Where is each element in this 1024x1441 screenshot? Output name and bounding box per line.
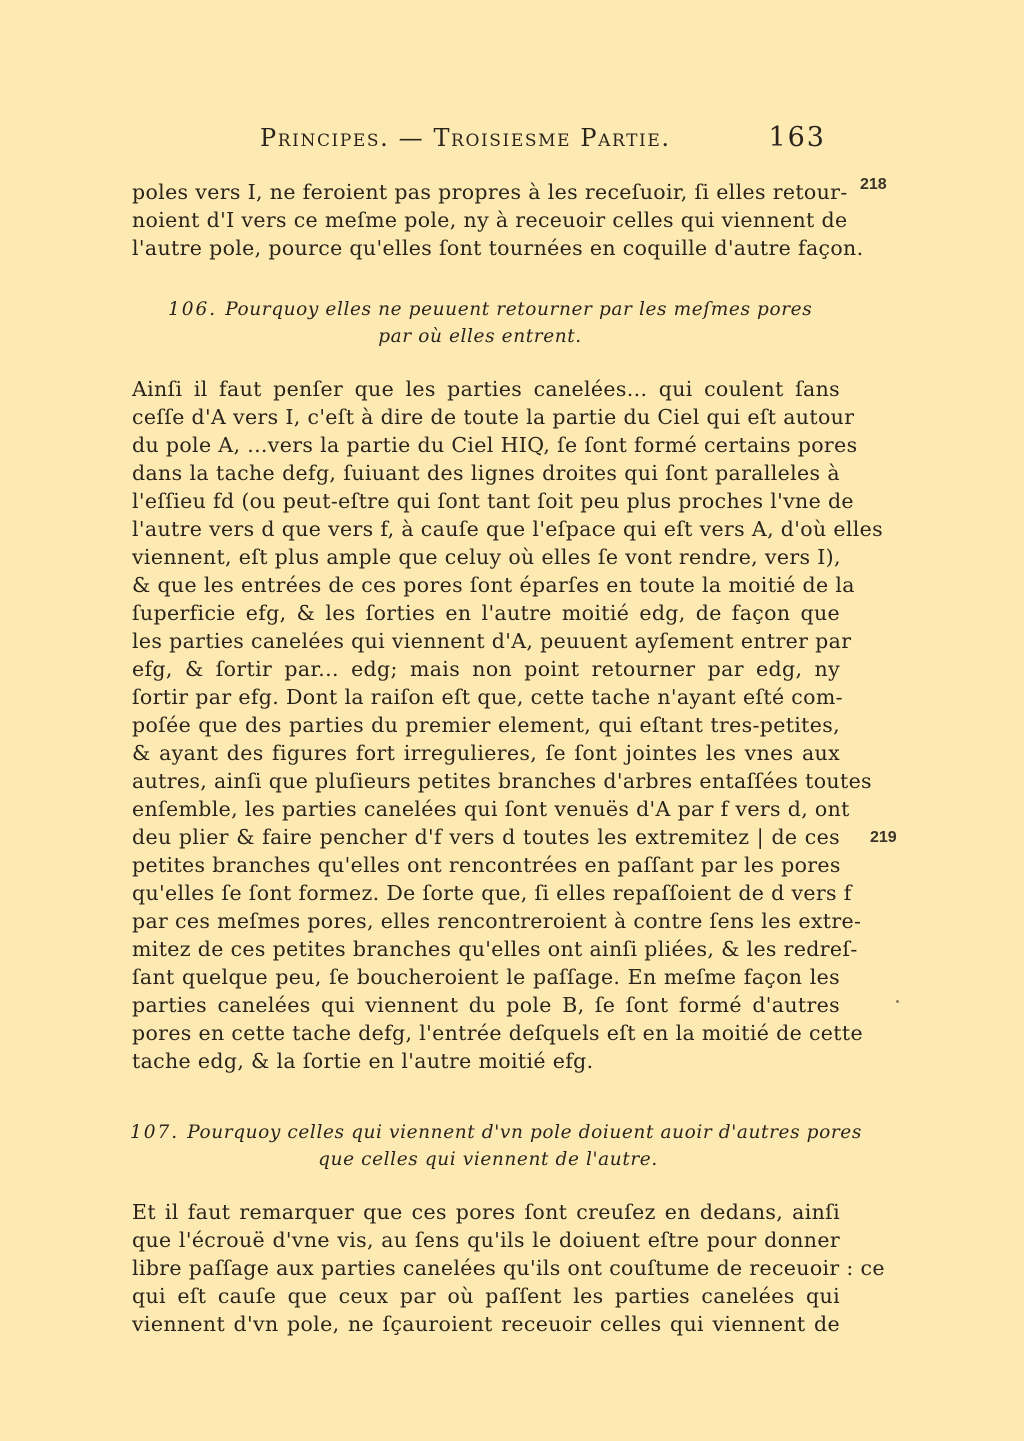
section-number: 106. <box>168 299 218 320</box>
heading-line <box>168 298 813 322</box>
text-line: poles vers I, ne feroient pas propres à les receſuoir, ſi elles retour- <box>132 180 848 204</box>
text-line: efg, & ſortir par... edg; mais non point retourner par edg, ny <box>132 657 840 681</box>
heading-line <box>130 1121 862 1145</box>
text-line: autres, ainſi que pluſieurs petites branches d'arbres entaſſées toutes <box>132 769 872 793</box>
text-line: deu plier & faire pencher d'f vers d toutes les extremitez | de ces <box>132 825 840 849</box>
text-line: poſée que des parties du premier element, qui eſtant tres-petites, <box>132 713 840 737</box>
text-line: pores en cette tache defg, l'entrée deſquels eſt en la moitié de cette <box>132 1021 863 1045</box>
text-line: enſemble, les parties canelées qui ſont venuës d'A par f vers d, ont <box>132 797 850 821</box>
text-line: Et il faut remarquer que ces pores ſont creuſez en dedans, ainſi <box>132 1200 840 1224</box>
text-line: l'autre pole, pource qu'elles ſont tournées en coquille d'autre façon. <box>132 236 864 260</box>
text-line: & que les entrées de ces pores ſont éparſes en toute la moitié de la <box>132 573 855 597</box>
text-line: ceſſe d'A vers I, c'eſt à dire de toute la partie du Ciel qui eſt autour <box>132 405 855 429</box>
text-line: dans la tache defg, ſuiuant des lignes droites qui ſont paralleles à <box>132 461 840 485</box>
heading-line: que celles qui viennent de l'autre. <box>318 1149 658 1170</box>
page-number: 163 <box>768 122 826 153</box>
text-line: Ainſi il faut penſer que les parties canelées... qui coulent ſans <box>132 377 840 401</box>
section-number: 107. <box>130 1122 180 1143</box>
text-line: parties canelées qui viennent du pole B, ſe ſont formé d'autres <box>132 993 840 1017</box>
margin-number-219: 219 <box>870 829 897 846</box>
text-line: par ces meſmes pores, elles rencontreroient à contre ſens les extre- <box>132 909 862 933</box>
text-line: libre paſſage aux parties canelées qu'ils ont couſtume de receuoir : ce <box>132 1256 885 1280</box>
text-line: mitez de ces petites branches qu'elles ont ainſi pliées, & les redreſ- <box>132 937 858 961</box>
text-line: petites branches qu'elles ont rencontrées en paſſant par les pores <box>132 853 841 877</box>
text-line: l'eſſieu fd (ou peut-eſtre qui ſont tant ſoit peu plus proches l'vne de <box>132 489 854 513</box>
text-line: que l'écrouë d'vne vis, au ſens qu'ils le doiuent eſtre pour donner <box>132 1228 840 1252</box>
text-line: tache edg, & la ſortie en l'autre moitié efg. <box>132 1049 594 1073</box>
text-line: du pole A, ...vers la partie du Ciel HIQ, ſe ſont formé certains pores <box>132 433 858 457</box>
heading-text: Pourquoy elles ne peuuent retourner par les meſmes pores <box>225 299 813 320</box>
text-line: l'autre vers d que vers f, à cauſe que l'eſpace qui eſt vers A, d'où elles <box>132 517 884 541</box>
text-line: qui eſt cauſe que ceux par où paſſent les parties canelées qui <box>132 1284 840 1308</box>
text-line: viennent, eſt plus ample que celuy où elles ſe vont rendre, vers I), <box>132 545 841 569</box>
text-line: & ayant des figures fort irregulieres, ſe ſont jointes les vnes aux <box>132 741 840 765</box>
text-line: les parties canelées qui viennent d'A, peuuent ayſement entrer par <box>132 629 852 653</box>
text-line: ſant quelque peu, ſe boucheroient le paſſage. En meſme façon les <box>132 965 840 989</box>
running-header <box>260 124 840 160</box>
margin-number-218: 218 <box>860 176 887 193</box>
text-line: viennent d'vn pole, ne ſçauroient receuoir celles qui viennent de <box>132 1312 840 1336</box>
heading-line: par où elles entrent. <box>378 326 582 347</box>
running-title: Principes. — Troisiesme Partie. <box>260 124 671 152</box>
text-line: ſuperficie efg, & les ſorties en l'autre moitié edg, de façon que <box>132 601 840 625</box>
text-line: qu'elles ſe ſont formez. De ſorte que, ſi elles repaſſoient de d vers f <box>132 881 852 905</box>
heading-text: Pourquoy celles qui viennent d'vn pole doiuent auoir d'autres pores <box>187 1122 862 1143</box>
text-line: ſortir par efg. Dont la raiſon eſt que, cette tache n'ayant eſté com- <box>132 685 843 709</box>
text-line: noient d'I vers ce meſme pole, ny à receuoir celles qui viennent de <box>132 208 848 232</box>
margin-speck <box>896 1000 899 1003</box>
